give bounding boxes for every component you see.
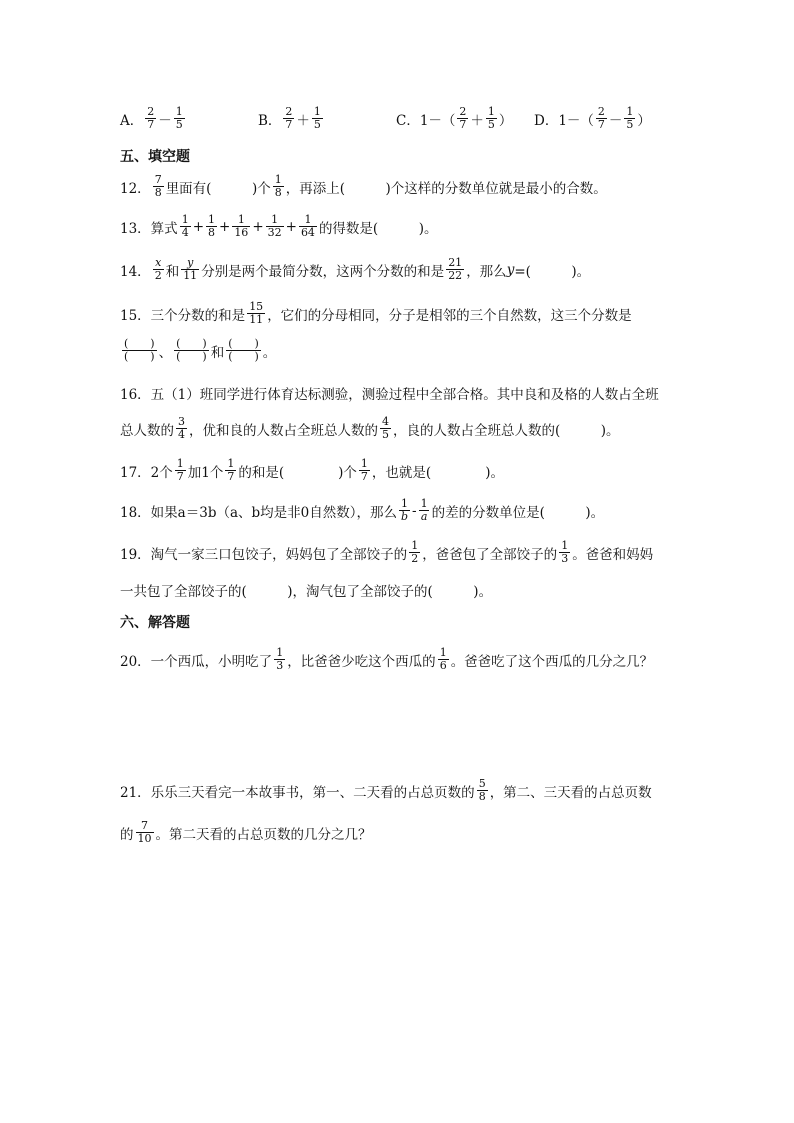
fraction: $\frac{x}{2}$	[154, 256, 162, 282]
operator: －	[158, 112, 172, 129]
separator: 和	[210, 344, 225, 361]
q-text: =( )。	[514, 263, 591, 280]
fraction: $\frac{1}{7}$	[360, 457, 368, 483]
fraction: $\frac{1}{16}$	[234, 213, 249, 239]
q-text: 的	[120, 826, 134, 843]
fraction: $\frac{1}{5}$	[487, 105, 495, 131]
fraction: $\frac{1}{5}$	[175, 105, 183, 131]
fraction: $\frac{21}{22}$	[448, 256, 463, 282]
question-13	[120, 214, 437, 239]
section-five-title: 五、填空题	[120, 149, 190, 165]
fraction: $\frac{1}{6}$	[439, 646, 447, 672]
option-b[interactable]	[258, 106, 325, 131]
fraction: $\frac{1}{a}$	[420, 497, 428, 523]
separator: 、	[158, 344, 173, 361]
q-text: 21．乐乐三天看完一本故事书，第一、二天看的占总页数的	[120, 784, 475, 801]
q-text: 18．如果a＝3b（a、b均是非0自然数），那么	[120, 504, 397, 521]
operator: +	[252, 218, 264, 235]
variable: y	[506, 261, 515, 278]
q-text: 的得数是( )。	[318, 220, 438, 237]
question-15	[120, 301, 632, 326]
q-text: 分别是两个最简分数，这两个分数的和是	[201, 263, 445, 280]
q-text: ，第二、三天看的占总页数	[489, 784, 652, 801]
fraction: $\frac{1}{32}$	[267, 213, 282, 239]
q-text: ，优和良的人数占全班总人数的	[189, 422, 378, 439]
q-text: 19．淘气一家三口包饺子，妈妈包了全部饺子的	[120, 546, 408, 563]
question-19-line1	[120, 540, 653, 565]
answer-blank-fraction[interactable]: $\frac{( )}{( )}$	[124, 337, 155, 363]
q-text: ，也就是( )。	[371, 464, 504, 481]
option-c-label: C．1－（	[396, 112, 456, 129]
fraction: $\frac{y}{11}$	[183, 256, 198, 282]
option-c[interactable]	[396, 106, 512, 131]
q-text: ，它们的分母相同，分子是相邻的三个自然数，这三个分数是	[267, 307, 632, 324]
q-text: 的差的分数单位是( )。	[431, 504, 605, 521]
operator: +	[219, 218, 231, 235]
q-text: ，比爸爸少吃这个西瓜的	[287, 653, 436, 670]
q-text: 15．三个分数的和是	[120, 307, 246, 324]
q-text: ，再添上( )个这样的分数单位就是最小的合数。	[285, 180, 607, 197]
fraction: $\frac{5}{8}$	[478, 777, 486, 803]
fraction: $\frac{1}{64}$	[300, 213, 315, 239]
fraction: $\frac{1}{3}$	[561, 539, 569, 565]
q-text: 20．一个西瓜，小明吃了	[120, 653, 273, 670]
question-15-answers	[120, 338, 276, 363]
fraction: $\frac{1}{4}$	[181, 213, 189, 239]
option-d[interactable]	[534, 106, 651, 131]
q-text: 和	[165, 263, 180, 280]
q-text: 14．	[120, 263, 151, 280]
q-text: 。	[262, 344, 277, 361]
option-a[interactable]	[120, 106, 187, 131]
fraction: $\frac{1}{3}$	[276, 646, 284, 672]
fraction: $\frac{1}{7}$	[176, 457, 184, 483]
question-18	[120, 498, 604, 523]
question-17	[120, 458, 504, 483]
operator: －	[608, 112, 623, 129]
q-text: ，那么	[466, 263, 507, 280]
fraction: $\frac{1}{8}$	[274, 173, 282, 199]
q-text: 12．	[120, 180, 151, 197]
question-21-line2	[120, 820, 372, 845]
q-text: 的和是( )个	[238, 464, 357, 481]
fraction: $\frac{7}{8}$	[154, 173, 162, 199]
operator: ＋	[296, 112, 310, 129]
fraction: $\frac{1}{5}$	[313, 105, 321, 131]
q-text: 里面有( )个	[165, 180, 271, 197]
fraction: $\frac{1}{5}$	[626, 105, 634, 131]
q-text: 总人数的	[120, 422, 174, 439]
q-text: 。爸爸和妈妈	[572, 546, 654, 563]
fraction: $\frac{7}{10}$	[137, 819, 152, 845]
q-text: 。第二天看的占总页数的几分之几？	[155, 826, 372, 843]
q-text: ，爸爸包了全部饺子的	[422, 546, 558, 563]
operator: +	[192, 218, 204, 235]
question-16-line1: 16．五（1）班同学进行体育达标测验，测验过程中全部合格。其中良和及格的人数占全班	[120, 387, 659, 403]
option-a-label: A．	[120, 112, 144, 129]
q-text: 13．算式	[120, 220, 178, 237]
question-16-line2	[120, 416, 620, 441]
fraction: $\frac{2}{7}$	[459, 105, 467, 131]
answer-blank-fraction[interactable]: $\frac{( )}{( )}$	[176, 337, 207, 363]
question-20	[120, 647, 653, 672]
q-text: 17．2个	[120, 464, 173, 481]
close-paren: ）	[637, 112, 651, 129]
option-d-label: D．1－（	[534, 112, 594, 129]
fraction: $\frac{2}{7}$	[597, 105, 605, 131]
close-paren: ）	[498, 112, 513, 129]
operator: +	[285, 218, 297, 235]
fraction: $\frac{2}{7}$	[147, 105, 155, 131]
fraction: $\frac{1}{8}$	[208, 213, 215, 239]
q-text: 。爸爸吃了这个西瓜的几分之几？	[450, 653, 654, 670]
question-14	[120, 257, 590, 282]
q-text: ，良的人数占全班总人数的( )。	[393, 422, 620, 439]
question-12	[120, 174, 607, 199]
operator: -	[412, 502, 417, 519]
option-b-label: B．	[258, 112, 282, 129]
answer-blank-fraction[interactable]: $\frac{( )}{( )}$	[228, 337, 259, 363]
q-text: 加1个	[187, 464, 224, 481]
fraction: $\frac{1}{2}$	[411, 539, 419, 565]
section-six-title: 六、解答题	[120, 615, 190, 631]
question-21-line1	[120, 778, 652, 803]
question-19-line2: 一共包了全部饺子的( )，淘气包了全部饺子的( )。	[120, 584, 493, 600]
fraction: $\frac{1}{7}$	[227, 457, 235, 483]
fraction: $\frac{1}{b}$	[401, 497, 409, 523]
fraction: $\frac{2}{7}$	[285, 105, 293, 131]
operator: ＋	[470, 112, 484, 129]
fraction: $\frac{3}{4}$	[178, 415, 185, 441]
fraction: $\frac{4}{5}$	[382, 415, 389, 441]
fraction: $\frac{15}{11}$	[249, 300, 264, 326]
